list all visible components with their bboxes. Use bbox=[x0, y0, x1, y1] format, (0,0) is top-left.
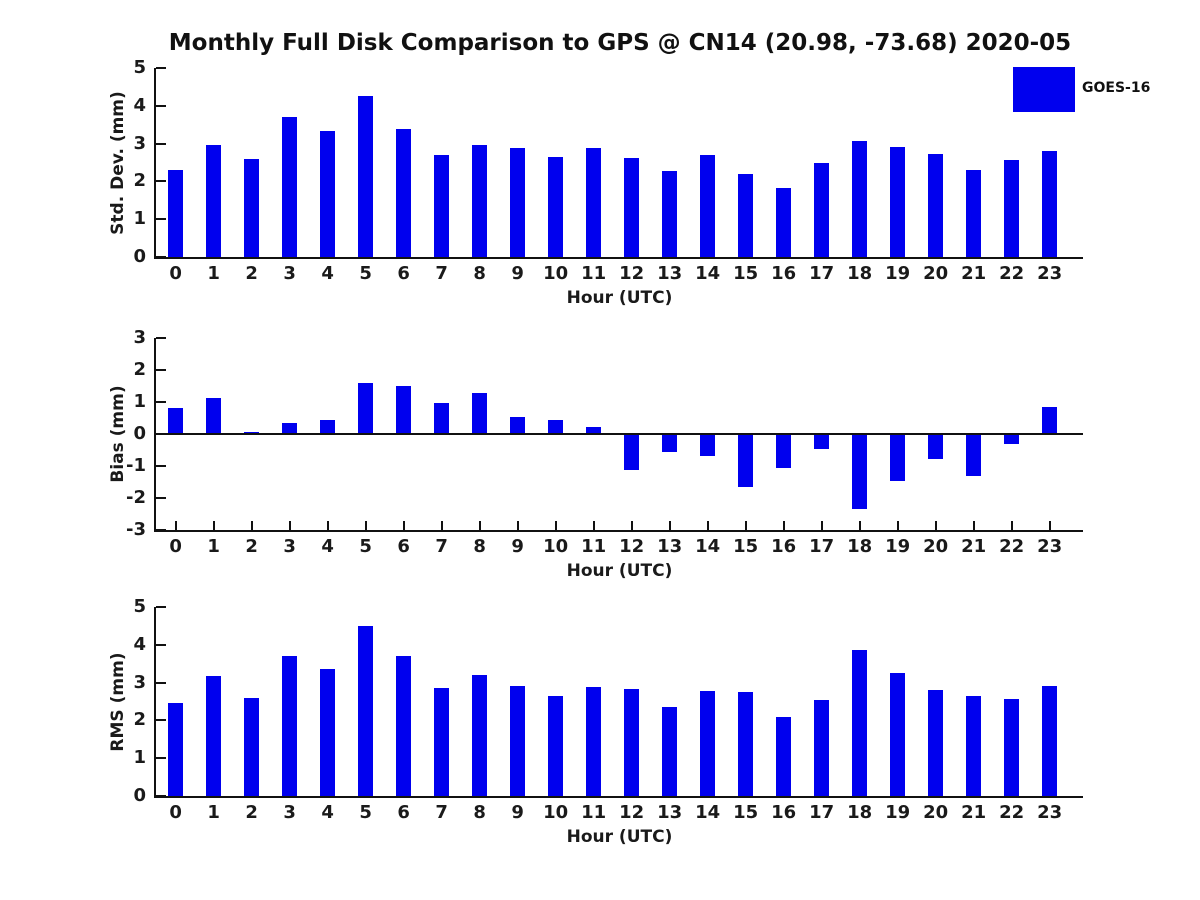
x-tick-label: 0 bbox=[169, 263, 182, 284]
y-tick bbox=[156, 143, 166, 145]
x-tick bbox=[593, 521, 595, 530]
x-tick-label: 10 bbox=[543, 802, 569, 823]
bar bbox=[928, 154, 943, 257]
x-tick-label: 6 bbox=[397, 802, 410, 823]
x-tick-label: 4 bbox=[321, 802, 334, 823]
legend-label: GOES-16 bbox=[1082, 80, 1151, 96]
x-tick bbox=[555, 521, 557, 530]
bar bbox=[814, 163, 829, 257]
bar bbox=[282, 117, 297, 257]
bar bbox=[928, 690, 943, 796]
x-tick-label: 5 bbox=[359, 536, 372, 557]
x-tick bbox=[517, 521, 519, 530]
x-tick-label: 12 bbox=[619, 536, 645, 557]
y-tick bbox=[156, 105, 166, 107]
bar bbox=[776, 188, 791, 257]
x-tick-label: 20 bbox=[923, 802, 949, 823]
x-tick bbox=[289, 521, 291, 530]
x-tick-label: 9 bbox=[511, 802, 524, 823]
bar bbox=[1042, 686, 1057, 796]
x-tick-label: 18 bbox=[847, 263, 873, 284]
x-tick-label: 10 bbox=[543, 536, 569, 557]
y-tick-label: 2 bbox=[133, 709, 146, 731]
x-tick-label: 1 bbox=[207, 263, 220, 284]
y-tick bbox=[156, 682, 166, 684]
y-tick bbox=[156, 401, 166, 403]
x-tick-label: 15 bbox=[733, 802, 759, 823]
x-tick-label: 20 bbox=[923, 263, 949, 284]
bar bbox=[358, 383, 373, 434]
bar bbox=[738, 692, 753, 796]
bar bbox=[852, 434, 867, 509]
x-tick-label: 22 bbox=[999, 536, 1025, 557]
x-tick bbox=[1049, 521, 1051, 530]
x-tick-label: 3 bbox=[283, 536, 296, 557]
x-tick bbox=[935, 521, 937, 530]
x-tick-label: 15 bbox=[733, 536, 759, 557]
y-tick bbox=[156, 644, 166, 646]
x-tick-label: 12 bbox=[619, 263, 645, 284]
x-tick-label: 21 bbox=[961, 536, 987, 557]
y-tick bbox=[156, 795, 166, 797]
bar bbox=[586, 687, 601, 796]
x-tick-label: 22 bbox=[999, 263, 1025, 284]
y-tick-label: 1 bbox=[133, 747, 146, 769]
y-tick-label: 1 bbox=[133, 208, 146, 230]
y-tick-label: 5 bbox=[133, 57, 146, 78]
x-tick-label: 5 bbox=[359, 263, 372, 284]
x-tick-label: 19 bbox=[885, 536, 911, 557]
x-tick-label: 6 bbox=[397, 263, 410, 284]
bar bbox=[320, 420, 335, 434]
x-tick-label: 21 bbox=[961, 802, 987, 823]
x-tick bbox=[783, 521, 785, 530]
bar bbox=[358, 626, 373, 796]
x-tick-label: 11 bbox=[581, 536, 607, 557]
x-tick bbox=[365, 521, 367, 530]
x-axis-spine bbox=[154, 796, 1083, 798]
x-axis-spine bbox=[154, 530, 1083, 532]
bar bbox=[738, 174, 753, 257]
x-tick-label: 12 bbox=[619, 802, 645, 823]
y-tick bbox=[156, 369, 166, 371]
x-tick-label: 16 bbox=[771, 263, 797, 284]
x-tick-label: 1 bbox=[207, 802, 220, 823]
y-tick-label: 3 bbox=[133, 671, 146, 693]
x-tick-label: 17 bbox=[809, 536, 835, 557]
bar bbox=[244, 698, 259, 796]
bar bbox=[700, 434, 715, 456]
x-tick-label: 15 bbox=[733, 263, 759, 284]
bar bbox=[168, 703, 183, 796]
chart-title: Monthly Full Disk Comparison to GPS @ CN14 (20.98, -73.68) 2020-05 bbox=[168, 30, 1072, 56]
x-tick-label: 23 bbox=[1037, 536, 1063, 557]
x-axis-spine bbox=[154, 257, 1083, 259]
y-tick-label: 0 bbox=[133, 785, 146, 806]
x-tick bbox=[669, 521, 671, 530]
x-tick-label: 10 bbox=[543, 263, 569, 284]
y-tick bbox=[156, 606, 166, 608]
y-tick bbox=[156, 719, 166, 721]
x-tick-label: 7 bbox=[435, 802, 448, 823]
y-tick bbox=[156, 256, 166, 258]
bar bbox=[662, 707, 677, 796]
y-tick-label: 1 bbox=[133, 391, 146, 412]
bar bbox=[396, 386, 411, 434]
bar bbox=[1004, 160, 1019, 257]
bar bbox=[206, 145, 221, 257]
bar bbox=[1042, 151, 1057, 257]
y-tick-label: 2 bbox=[133, 359, 146, 380]
x-tick bbox=[403, 521, 405, 530]
y-tick bbox=[156, 218, 166, 220]
x-tick bbox=[175, 521, 177, 530]
bar bbox=[624, 434, 639, 470]
bar bbox=[434, 155, 449, 257]
bar bbox=[738, 434, 753, 487]
x-tick-label: 0 bbox=[169, 536, 182, 557]
bar bbox=[396, 656, 411, 796]
x-tick-label: 7 bbox=[435, 536, 448, 557]
bar bbox=[890, 147, 905, 257]
y-axis-spine bbox=[154, 68, 156, 259]
y-tick bbox=[156, 337, 166, 339]
x-tick-label: 17 bbox=[809, 802, 835, 823]
x-tick-label: 9 bbox=[511, 536, 524, 557]
bar bbox=[396, 129, 411, 257]
bar bbox=[434, 688, 449, 796]
y-tick bbox=[156, 529, 166, 531]
bar bbox=[548, 696, 563, 796]
bar bbox=[472, 393, 487, 434]
y-axis-label: Std. Dev. (mm) bbox=[108, 90, 128, 235]
x-tick-label: 1 bbox=[207, 536, 220, 557]
bar bbox=[510, 417, 525, 434]
bar bbox=[168, 170, 183, 257]
y-tick-label: 2 bbox=[133, 170, 146, 192]
x-tick-label: 18 bbox=[847, 802, 873, 823]
x-tick bbox=[327, 521, 329, 530]
x-tick-label: 17 bbox=[809, 263, 835, 284]
x-tick-label: 19 bbox=[885, 263, 911, 284]
x-tick bbox=[1011, 521, 1013, 530]
bar bbox=[776, 717, 791, 796]
x-tick-label: 2 bbox=[245, 536, 258, 557]
bar bbox=[852, 141, 867, 257]
bar bbox=[358, 96, 373, 257]
bar bbox=[206, 676, 221, 796]
x-tick-label: 4 bbox=[321, 263, 334, 284]
x-tick-label: 13 bbox=[657, 802, 683, 823]
y-tick bbox=[156, 497, 166, 499]
bar bbox=[624, 158, 639, 257]
x-tick bbox=[745, 521, 747, 530]
y-tick bbox=[156, 757, 166, 759]
x-tick-label: 3 bbox=[283, 263, 296, 284]
y-tick-label: 0 bbox=[133, 246, 146, 267]
x-axis-label: Hour (UTC) bbox=[566, 288, 673, 308]
x-tick bbox=[631, 521, 633, 530]
x-tick-label: 6 bbox=[397, 536, 410, 557]
x-tick-label: 0 bbox=[169, 802, 182, 823]
y-tick-label: 4 bbox=[133, 633, 146, 655]
y-tick-label: 5 bbox=[133, 596, 146, 617]
x-tick-label: 21 bbox=[961, 263, 987, 284]
bar bbox=[662, 171, 677, 257]
bar bbox=[700, 155, 715, 257]
bar bbox=[244, 159, 259, 257]
x-tick bbox=[821, 521, 823, 530]
bar bbox=[928, 434, 943, 459]
y-tick bbox=[156, 67, 166, 69]
x-tick-label: 11 bbox=[581, 263, 607, 284]
bar bbox=[168, 408, 183, 434]
y-tick-label: -1 bbox=[126, 455, 146, 476]
bar bbox=[890, 434, 905, 481]
y-tick-label: 3 bbox=[133, 132, 146, 154]
bar bbox=[852, 650, 867, 796]
bar bbox=[472, 675, 487, 796]
bar bbox=[966, 696, 981, 796]
y-axis-label: Bias (mm) bbox=[108, 385, 128, 483]
bar bbox=[700, 691, 715, 796]
bar bbox=[624, 689, 639, 796]
y-tick-label: -2 bbox=[126, 487, 146, 508]
bar bbox=[548, 157, 563, 257]
bar bbox=[510, 148, 525, 257]
bar bbox=[966, 434, 981, 476]
x-tick bbox=[213, 521, 215, 530]
y-tick-label: 4 bbox=[133, 94, 146, 116]
x-tick bbox=[441, 521, 443, 530]
x-tick bbox=[479, 521, 481, 530]
zero-baseline bbox=[154, 433, 1083, 435]
x-tick-label: 11 bbox=[581, 802, 607, 823]
bar bbox=[814, 434, 829, 449]
bar bbox=[320, 131, 335, 257]
y-axis-spine bbox=[154, 338, 156, 532]
x-tick bbox=[973, 521, 975, 530]
x-tick-label: 9 bbox=[511, 263, 524, 284]
x-tick-label: 2 bbox=[245, 802, 258, 823]
x-tick-label: 23 bbox=[1037, 802, 1063, 823]
y-tick-label: -3 bbox=[126, 519, 146, 540]
x-tick-label: 14 bbox=[695, 263, 721, 284]
x-tick-label: 3 bbox=[283, 802, 296, 823]
y-tick-label: 3 bbox=[133, 327, 146, 348]
x-tick-label: 14 bbox=[695, 802, 721, 823]
x-tick-label: 8 bbox=[473, 802, 486, 823]
bar bbox=[662, 434, 677, 452]
bar bbox=[282, 656, 297, 796]
bar bbox=[434, 403, 449, 434]
bar bbox=[776, 434, 791, 468]
x-tick-label: 7 bbox=[435, 263, 448, 284]
x-tick-label: 23 bbox=[1037, 263, 1063, 284]
bar bbox=[1004, 699, 1019, 796]
x-tick bbox=[897, 521, 899, 530]
y-tick-label: 0 bbox=[133, 423, 146, 444]
x-tick-label: 2 bbox=[245, 263, 258, 284]
x-tick-label: 8 bbox=[473, 263, 486, 284]
bar bbox=[1042, 407, 1057, 434]
bar bbox=[966, 170, 981, 257]
y-axis-spine bbox=[154, 607, 156, 798]
x-tick-label: 13 bbox=[657, 263, 683, 284]
x-tick bbox=[707, 521, 709, 530]
x-tick-label: 4 bbox=[321, 536, 334, 557]
bar bbox=[510, 686, 525, 796]
bar bbox=[206, 398, 221, 434]
y-tick bbox=[156, 180, 166, 182]
y-tick bbox=[156, 465, 166, 467]
x-tick-label: 13 bbox=[657, 536, 683, 557]
x-tick-label: 20 bbox=[923, 536, 949, 557]
bar bbox=[814, 700, 829, 796]
x-tick-label: 16 bbox=[771, 802, 797, 823]
x-tick-label: 19 bbox=[885, 802, 911, 823]
x-tick-label: 16 bbox=[771, 536, 797, 557]
x-tick-label: 14 bbox=[695, 536, 721, 557]
bar bbox=[548, 420, 563, 434]
legend-swatch bbox=[1013, 67, 1075, 112]
y-axis-label: RMS (mm) bbox=[108, 651, 128, 752]
bar bbox=[1004, 434, 1019, 444]
x-tick bbox=[251, 521, 253, 530]
x-tick-label: 22 bbox=[999, 802, 1025, 823]
x-tick bbox=[859, 521, 861, 530]
x-tick-label: 8 bbox=[473, 536, 486, 557]
bar bbox=[890, 673, 905, 796]
bar bbox=[320, 669, 335, 796]
x-tick-label: 5 bbox=[359, 802, 372, 823]
x-axis-label: Hour (UTC) bbox=[566, 561, 673, 581]
bar bbox=[472, 145, 487, 257]
bar bbox=[586, 148, 601, 257]
x-tick-label: 18 bbox=[847, 536, 873, 557]
x-axis-label: Hour (UTC) bbox=[566, 827, 673, 847]
